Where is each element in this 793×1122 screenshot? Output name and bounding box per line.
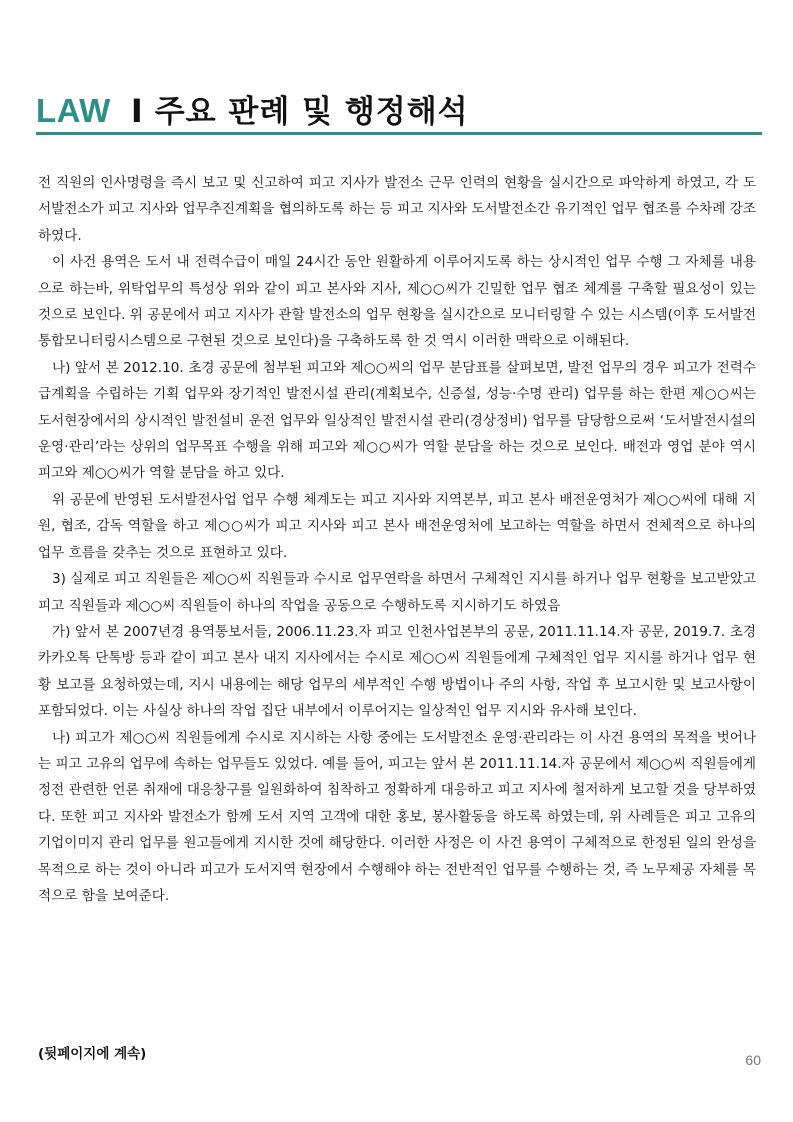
- page-number: 60: [745, 1052, 761, 1068]
- paragraph: 위 공문에 반영된 도서발전사업 업무 수행 체계도는 피고 지사와 지역본부, 피고 본사 배전운영처가 제○○씨에 대해 지원, 협조, 감독 역할을 하고 제○○씨가 피고 지사와 피고 본사 배전운영처에 보고하는 역할을 하면서 전체적으로 하나의 업무 흐름을 갖추는 것으로 표현하고 있다.: [38, 491, 756, 561]
- paragraph: 3) 실제로 피고 직원들은 제○○씨 직원들과 수시로 업무연락을 하면서 구체적인 지시를 하거나 업무 현황을 보고받았고 피고 직원들과 제○○씨 직원들이 하나의 작업을 공동으로 수행하도록 지시하기도 하였음: [38, 571, 756, 614]
- paragraph: 전 직원의 인사명령을 즉시 보고 및 신고하여 피고 지사가 발전소 근무 인력의 현황을 실시간으로 파악하게 하였고, 각 도서발전소가 피고 지사와 업무추진계획을 협의하도록 하는 등 피고 지사와 도서발전소간 유기적인 업무 협조를 수차례 강조하였다.: [38, 175, 756, 244]
- section-label: LAW: [36, 92, 111, 129]
- title-row: [36, 86, 762, 131]
- paragraph: 가) 앞서 본 2007년경 용역통보서들, 2006.11.23.자 피고 인천사업본부의 공문, 2011.11.14.자 공문, 2019.7. 초경 카카오톡 단톡방 등과 같이 피고 본사 내지 지사에서는 수시로 제○○씨 직원들에게 구체적인 업무 지시를 하거나 업무 현황 보고를 요청하였는데, 지시 내용에는 해당 업무의 세부적인 수행 방법이나 주의 사항, 작업 후 보고시한 및 보고사항이 포함되었다. 이는 사실상 하나의 작업 집단 내부에서 이루어지는 일상적인 업무 지시와 유사해 보인다.: [38, 623, 756, 720]
- document-body: [38, 170, 756, 909]
- continued-note: (뒷페이지에 계속): [38, 1046, 147, 1062]
- page-header: [36, 86, 762, 131]
- paragraph: 나) 피고가 제○○씨 직원들에게 수시로 지시하는 사항 중에는 도서발전소 운영·관리라는 이 사건 용역의 목적을 벗어나는 피고 고유의 업무에 속하는 업무들도 있었다. 예를 들어, 피고는 앞서 본 2011.11.14.자 공문에서 제○○씨 직원들에게 정전 관련한 언론 취재에 대응창구를 일원화하여 침착하고 정확하게 대응하고 피고 지사에 철저하게 보고할 것을 당부하였다. 또한 피고 지사와 발전소가 함께 도서 지역 고객에 대한 홍보, 봉사활동을 하도록 하였는데, 위 사례들은 피고 고유의 기업이미지 관리 업무를 원고들에게 지시한 것에 해당한다. 이러한 사정은 이 사건 용역이 구체적으로 한정된 일의 완성을 목적으로 하는 것이 아니라 피고가 도서지역 현장에서 수행해야 하는 전반적인 업무를 수행하는 것, 즉 노무제공 자체를 목적으로 함을 보여준다.: [38, 729, 756, 904]
- title-separator: I: [130, 92, 143, 130]
- paragraph: 나) 앞서 본 2012.10. 초경 공문에 첨부된 피고와 제○○씨의 업무 분담표를 살펴보면, 발전 업무의 경우 피고가 전력수급계획을 수립하는 기획 업무와 장기적인 발전시설 관리(계획보수, 신증설, 성능·수명 관리) 업무를 하는 한편 제○○씨는 도서현장에서의 상시적인 발전설비 운전 업무와 일상적인 발전시설 관리(경상정비) 업무를 담당함으로써 ‘도서발전시설의 운영·관리’라는 상위의 업무목표 수행을 위해 피고와 제○○씨가 역할 분담을 하는 것으로 보인다. 배전과 영업 분야 역시 피고와 제○○씨가 역할 분담을 하고 있다.: [38, 359, 756, 482]
- paragraph: 이 사건 용역은 도서 내 전력수급이 매일 24시간 동안 원활하게 이루어지도록 하는 상시적인 업무 수행 그 자체를 내용으로 하는바, 위탁업무의 특성상 위와 같이 피고 본사와 지사, 제○○씨가 긴밀한 업무 협조 체계를 구축할 필요성이 있는 것으로 보인다. 위 공문에서 피고 지사가 관할 발전소의 업무 현황을 실시간으로 모니터링할 수 있는 시스템(이후 도서발전통합모니터링시스템으로 구현된 것으로 보인다)을 구축하도록 한 것 역시 이러한 맥락으로 이해된다.: [38, 254, 756, 350]
- header-divider: [36, 132, 762, 135]
- page-title: 주요 판례 및 행정해석: [154, 94, 469, 130]
